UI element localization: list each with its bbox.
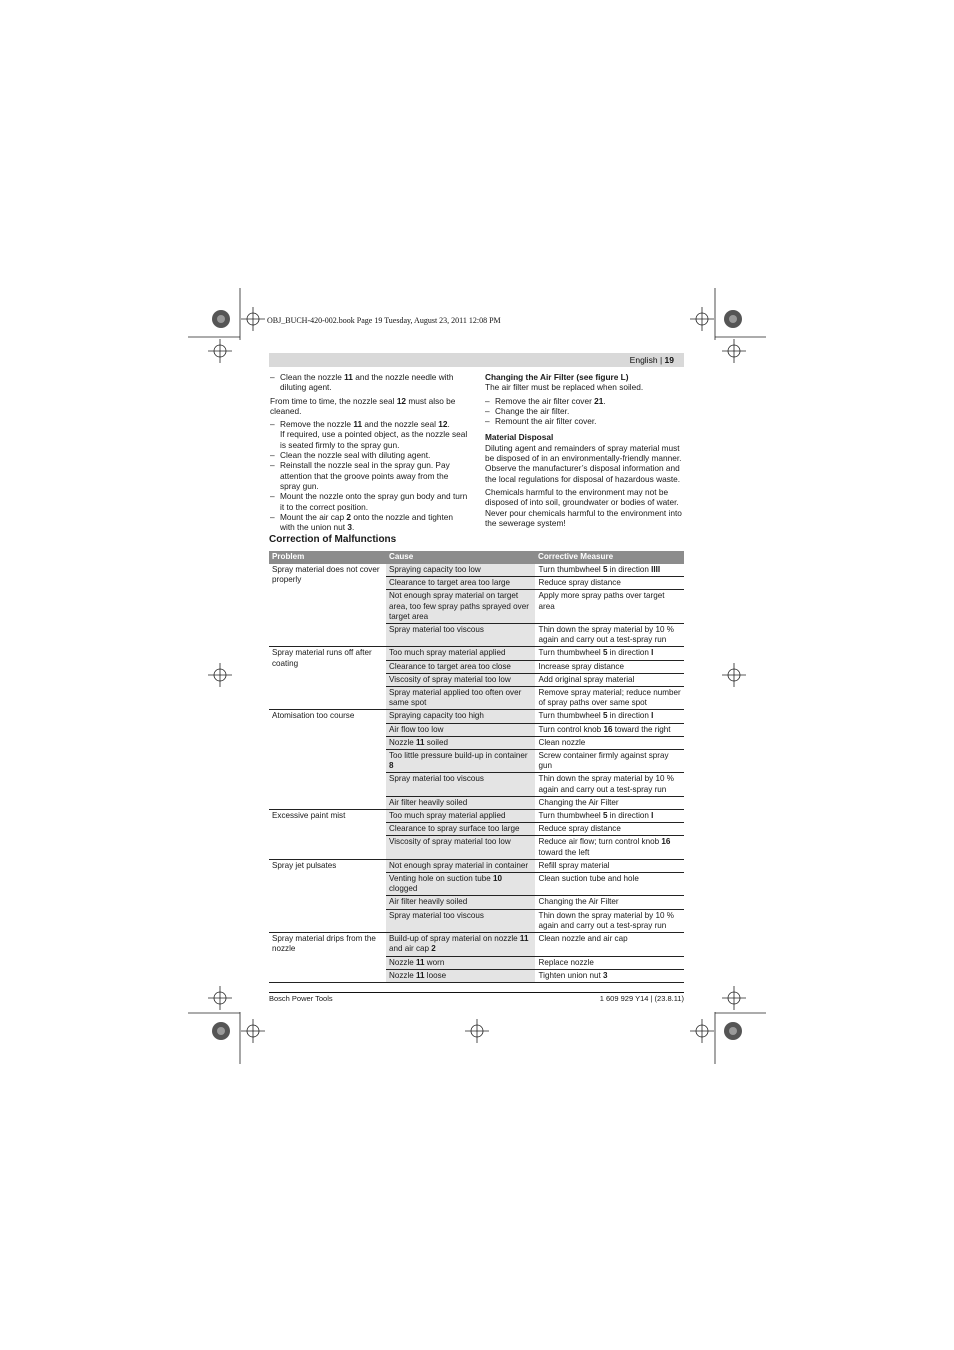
footer-brand: Bosch Power Tools xyxy=(269,994,333,1003)
header-separator: | xyxy=(659,355,663,365)
cause-cell: Spraying capacity too low xyxy=(386,564,535,577)
filter-step-remove: – Remove the air filter cover 21. xyxy=(485,396,684,406)
measure-cell: Add original spray material xyxy=(535,673,684,686)
measure-cell: Turn thumbwheel 5 in direction I xyxy=(535,647,684,660)
problem-cell: Spray jet pulsates xyxy=(269,859,386,932)
measure-cell: Clean suction tube and hole xyxy=(535,873,684,896)
left-column xyxy=(270,372,470,532)
measure-cell: Turn thumbwheel 5 in direction IIII xyxy=(535,564,684,577)
cause-cell: Spray material too viscous xyxy=(386,624,535,647)
measure-cell: Remove spray material; reduce number of spray paths over same spot xyxy=(535,687,684,710)
cause-cell: Viscosity of spray material too low xyxy=(386,673,535,686)
cause-cell: Spraying capacity too high xyxy=(386,710,535,723)
table-row xyxy=(269,564,684,577)
problem-cell: Spray material runs off after coating xyxy=(269,647,386,710)
nozzle-seal-intro: From time to time, the nozzle seal 12 must also be cleaned. xyxy=(270,395,456,416)
page-header-bar xyxy=(269,353,684,367)
cause-cell: Clearance to target area too large xyxy=(386,577,535,590)
air-filter-heading: Changing the Air Filter (see figure L) xyxy=(485,372,629,382)
cause-cell: Nozzle 11 soiled xyxy=(386,736,535,749)
measure-cell: Turn thumbwheel 5 in direction I xyxy=(535,710,684,723)
problem-cell: Spray material drips from the nozzle xyxy=(269,933,386,983)
cause-cell: Spray material too viscous xyxy=(386,773,535,796)
measure-cell: Clean nozzle xyxy=(535,736,684,749)
footer-docnum: 1 609 929 Y14 | (23.8.11) xyxy=(599,994,684,1003)
page-header xyxy=(630,355,674,365)
measure-cell: Reduce air flow; turn control knob 16 toward the left xyxy=(535,836,684,859)
measure-cell: Increase spray distance xyxy=(535,660,684,673)
disposal-paragraph-2: Chemicals harmful to the environment may not be disposed of into soil, groundwater or bodies of water. Never pour chemicals harmful to the environment into the sewerage system! xyxy=(485,486,682,528)
print-info: OBJ_BUCH-420-002.book Page 19 Tuesday, August 23, 2011 12:08 PM xyxy=(267,316,501,325)
measure-cell: Turn control knob 16 toward the right xyxy=(535,723,684,736)
measure-cell: Thin down the spray material by 10 % again and carry out a test-spray run xyxy=(535,773,684,796)
measure-cell: Screw container firmly against spray gun xyxy=(535,750,684,773)
measure-cell: Reduce spray distance xyxy=(535,823,684,836)
cause-cell: Too little pressure build-up in container 8 xyxy=(386,750,535,773)
table-row xyxy=(269,710,684,723)
cause-cell: Build-up of spray material on nozzle 11 and air cap 2 xyxy=(386,933,535,956)
measure-cell: Refill spray material xyxy=(535,859,684,872)
cause-cell: Clearance to target area too close xyxy=(386,660,535,673)
right-column xyxy=(485,372,684,528)
measure-cell: Tighten union nut 3 xyxy=(535,969,684,982)
table-row xyxy=(269,810,684,823)
step-remove-nozzle: – Remove the nozzle 11 and the nozzle seal 12. xyxy=(270,419,470,429)
cause-cell: Not enough spray material on target area, too few spray paths sprayed over target area xyxy=(386,590,535,624)
footer-rule xyxy=(269,992,684,993)
cause-cell: Air filter heavily soiled xyxy=(386,896,535,909)
cause-cell: Clearance to spray surface too large xyxy=(386,823,535,836)
malfunction-table-wrap xyxy=(269,551,684,983)
measure-cell: Clean nozzle and air cap xyxy=(535,933,684,956)
cause-cell: Spray material applied too often over same spot xyxy=(386,687,535,710)
cause-cell: Spray material too viscous xyxy=(386,909,535,932)
step-reinstall-seal: – Reinstall the nozzle seal in the spray gun. Pay attention that the groove points away from the spray gun. xyxy=(270,460,470,491)
measure-cell: Replace nozzle xyxy=(535,956,684,969)
table-header-row xyxy=(269,551,684,564)
measure-cell: Changing the Air Filter xyxy=(535,796,684,809)
cause-cell: Nozzle 11 loose xyxy=(386,969,535,982)
section-title: Correction of Malfunctions xyxy=(269,534,397,545)
table-row xyxy=(269,859,684,872)
table-row xyxy=(269,933,684,956)
measure-cell: Thin down the spray material by 10 % again and carry out a test-spray run xyxy=(535,624,684,647)
header-language: English xyxy=(629,355,658,365)
disposal-paragraph-1: Diluting agent and remainders of spray material must be disposed of in an environmentally-friendly manner. Observe the manufacturer’s disposal information and the local regulations for disposal of hazardous waste. xyxy=(485,442,682,484)
problem-cell: Excessive paint mist xyxy=(269,810,386,860)
step-clean-nozzle: – Clean the nozzle 11 and the nozzle needle with diluting agent. xyxy=(270,372,470,393)
step-mount-nozzle: – Mount the nozzle onto the spray gun body and turn it to the correct position. xyxy=(270,491,470,512)
cause-cell: Air filter heavily soiled xyxy=(386,796,535,809)
measure-cell: Changing the Air Filter xyxy=(535,896,684,909)
filter-step-change: – Change the air filter. xyxy=(485,406,684,416)
page-number: 19 xyxy=(664,355,674,365)
header-measure: Corrective Measure xyxy=(535,551,684,564)
step-mount-air-cap: – Mount the air cap 2 onto the nozzle and tighten with the union nut 3. xyxy=(270,512,470,533)
cause-cell: Not enough spray material in container xyxy=(386,859,535,872)
header-cause: Cause xyxy=(386,551,535,564)
malfunction-table xyxy=(269,551,684,983)
measure-cell: Thin down the spray material by 10 % again and carry out a test-spray run xyxy=(535,909,684,932)
problem-cell: Spray material does not cover properly xyxy=(269,564,386,647)
remove-note: If required, use a pointed object, as the nozzle seal is seated firmly to the spray gun. xyxy=(280,429,468,450)
cause-cell: Venting hole on suction tube 10 clogged xyxy=(386,873,535,896)
step-clean-seal: – Clean the nozzle seal with diluting agent. xyxy=(270,450,470,460)
cause-cell: Nozzle 11 worn xyxy=(386,956,535,969)
disposal-heading: Material Disposal xyxy=(485,432,554,443)
header-problem: Problem xyxy=(269,551,386,564)
problem-cell: Atomisation too course xyxy=(269,710,386,810)
measure-cell: Apply more spray paths over target area xyxy=(535,590,684,624)
measure-cell: Turn thumbwheel 5 in direction I xyxy=(535,810,684,823)
cause-cell: Air flow too low xyxy=(386,723,535,736)
filter-step-remount: – Remount the air filter cover. xyxy=(485,416,684,426)
measure-cell: Reduce spray distance xyxy=(535,577,684,590)
cause-cell: Too much spray material applied xyxy=(386,647,535,660)
cause-cell: Too much spray material applied xyxy=(386,810,535,823)
air-filter-intro: The air filter must be replaced when soiled. xyxy=(485,382,644,393)
cause-cell: Viscosity of spray material too low xyxy=(386,836,535,859)
table-row xyxy=(269,647,684,660)
